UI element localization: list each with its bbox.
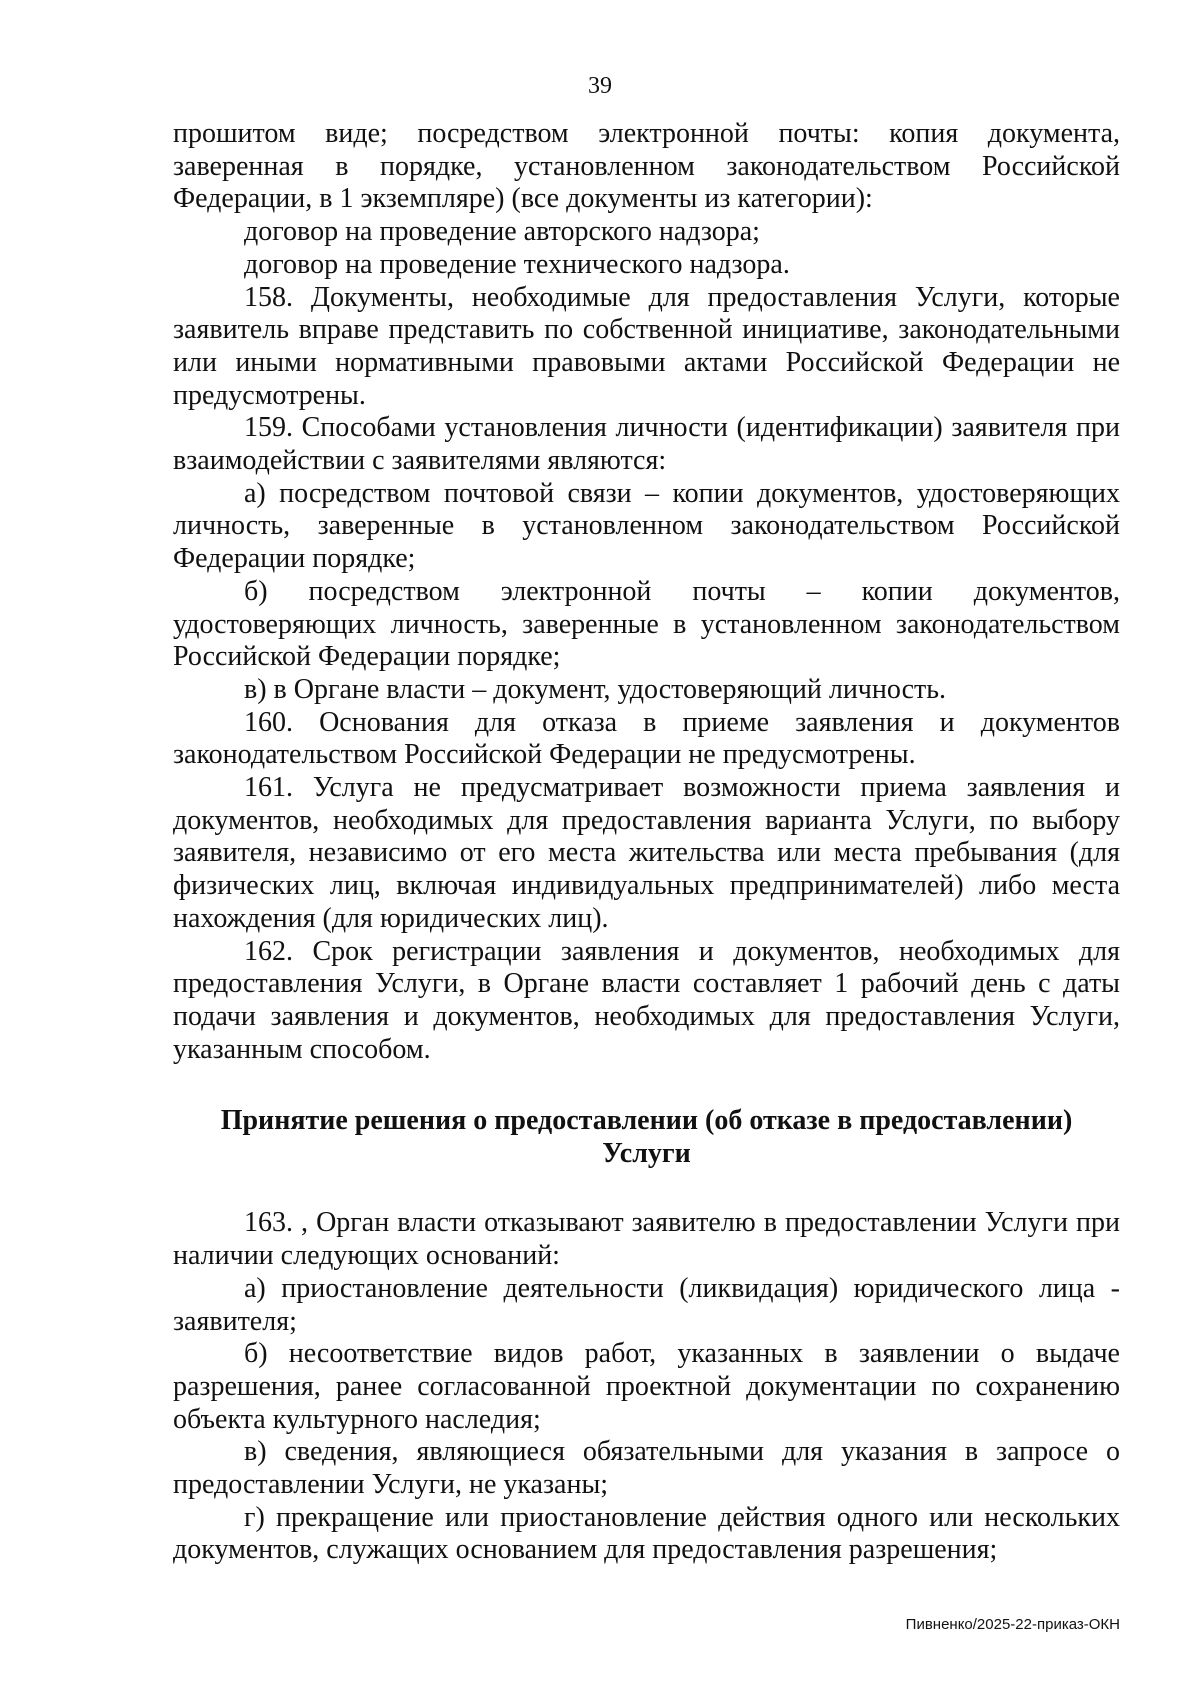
document-body <box>173 118 1120 1567</box>
paragraph-158: 158. Документы, необходимые для предоставления Услуги, которые заявитель вправе представить по собственной инициативе, законодательными или иными нормативными правовыми актами Российской Федерации не предусмотрены. <box>173 281 1120 411</box>
paragraph-159-a: а) посредством почтовой связи – копии документов, удостоверяющих личность, заверенные в установленном законодательством Российской Федерации порядке; <box>173 477 1120 575</box>
section-heading-line-2: Услуги <box>602 1138 691 1170</box>
paragraph-163-a: а) приостановление деятельности (ликвидация) юридического лица - заявителя; <box>173 1272 1120 1337</box>
paragraph-160: 160. Основания для отказа в приеме заявления и документов законодательством Российской Федерации не предусмотрены. <box>173 706 1120 771</box>
paragraph-162: 162. Срок регистрации заявления и документов, необходимых для предоставления Услуги, в Органе власти составляет 1 рабочий день с даты подачи заявления и документов, необходимых для предоставления Услуги, указанным способом. <box>173 935 1120 1065</box>
paragraph-author-supervision-contract: договор на проведение авторского надзора; <box>244 216 760 248</box>
section-heading-line-1: Принятие решения о предоставлении (об отказе в предоставлении) <box>220 1105 1073 1137</box>
paragraph-technical-supervision-contract: договор на проведение технического надзора. <box>244 248 790 280</box>
paragraph-159-c: в) в Органе власти – документ, удостоверяющий личность. <box>244 673 946 705</box>
paragraph-163: 163. , Орган власти отказывают заявителю в предоставлении Услуги при наличии следующих оснований: <box>173 1207 1120 1272</box>
paragraph-159: 159. Способами установления личности (идентификации) заявителя при взаимодействии с заявителями являются: <box>173 412 1120 477</box>
paragraph-159-b: б) посредством электронной почты – копии документов, удостоверяющих личность, заверенные в установленном законодательством Российской Федерации порядке; <box>173 575 1120 673</box>
paragraph-161: 161. Услуга не предусматривает возможности приема заявления и документов, необходимых для предоставления варианта Услуги, по выбору заявителя, независимо от его места жительства или места пребывания (для физических лиц, включая индивидуальных предпринимателей) либо места нахождения (для юридических лиц). <box>173 772 1120 934</box>
footer-document-reference: Пивненко/2025-22-приказ-ОКН <box>905 1616 1120 1633</box>
page-number: 39 <box>588 73 612 99</box>
paragraph-163-c: в) сведения, являющиеся обязательными для указания в запросе о предоставлении Услуги, не указаны; <box>173 1436 1120 1501</box>
paragraph-163-b: б) несоответствие видов работ, указанных в заявлении о выдаче разрешения, ранее согласованной проектной документации по сохранению объекта культурного наследия; <box>173 1338 1120 1435</box>
paragraph-continuation: прошитом виде; посредством электронной почты: копия документа, заверенная в порядке, установленном законодательством Российской Федерации, в 1 экземпляре) (все документы из категории): <box>173 118 1120 215</box>
paragraph-163-d: г) прекращение или приостановление действия одного или нескольких документов, служащих основанием для предоставления разрешения; <box>173 1501 1120 1566</box>
section-heading <box>173 1104 1120 1170</box>
